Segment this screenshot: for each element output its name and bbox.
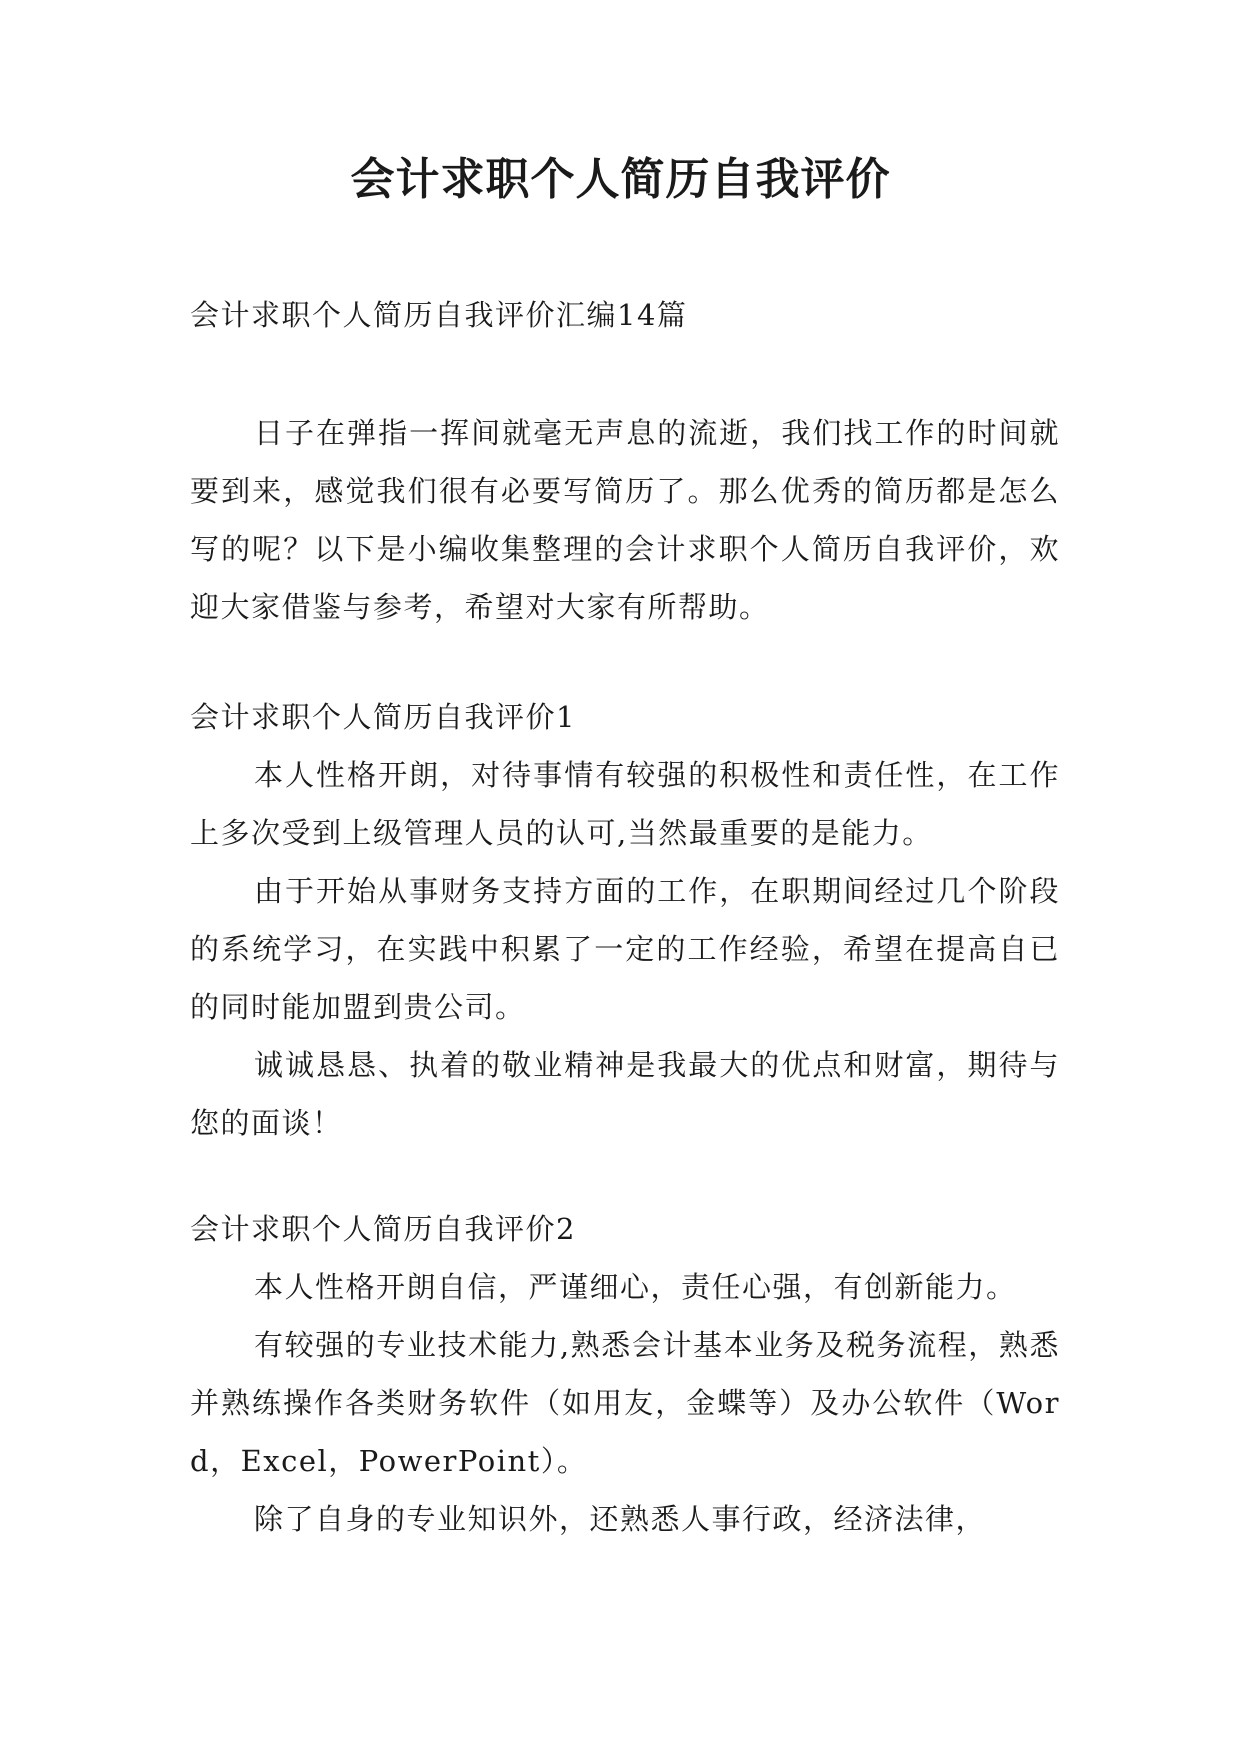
- spacer: [190, 1152, 1060, 1200]
- intro-paragraph: 日子在弹指一挥间就毫无声息的流逝，我们找工作的时间就要到来，感觉我们很有必要写简历了。那么优秀的简历都是怎么写的呢？以下是小编收集整理的会计求职个人简历自我评价，欢迎大家借鉴与参考，希望对大家有所帮助。: [190, 416, 1060, 624]
- section-2-paragraph-1: 本人性格开朗自信，严谨细心，责任心强，有创新能力。: [254, 1270, 1017, 1304]
- section-heading-1: 会计求职个人简历自我评价1: [190, 700, 576, 734]
- document-subtitle: 会计求职个人简历自我评价汇编14篇: [190, 298, 688, 332]
- spacer: [190, 344, 1060, 404]
- page-title: 会计求职个人简历自我评价: [350, 154, 891, 205]
- section-2-paragraph-3: 除了自身的专业知识外，还熟悉人事行政，经济法律，: [254, 1502, 987, 1536]
- section-heading-2: 会计求职个人简历自我评价2: [190, 1212, 576, 1246]
- spacer: [190, 636, 1060, 688]
- section-2-paragraph-2: 有较强的专业技术能力,熟悉会计基本业务及税务流程，熟悉并熟练操作各类财务软件（如用友，金蝶等）及办公软件（Word，Excel，PowerPoint）。: [190, 1328, 1060, 1478]
- section-1-paragraph-3: 诚诚恳恳、执着的敬业精神是我最大的优点和财富，期待与您的面谈！: [190, 1048, 1060, 1140]
- section-1-paragraph-2: 由于开始从事财务支持方面的工作，在职期间经过几个阶段的系统学习，在实践中积累了一定的工作经验，希望在提高自已的同时能加盟到贵公司。: [190, 874, 1060, 1024]
- document-body: [190, 286, 1060, 1548]
- section-1-paragraph-1: 本人性格开朗，对待事情有较强的积极性和责任性，在工作上多次受到上级管理人员的认可,当然最重要的是能力。: [190, 758, 1060, 850]
